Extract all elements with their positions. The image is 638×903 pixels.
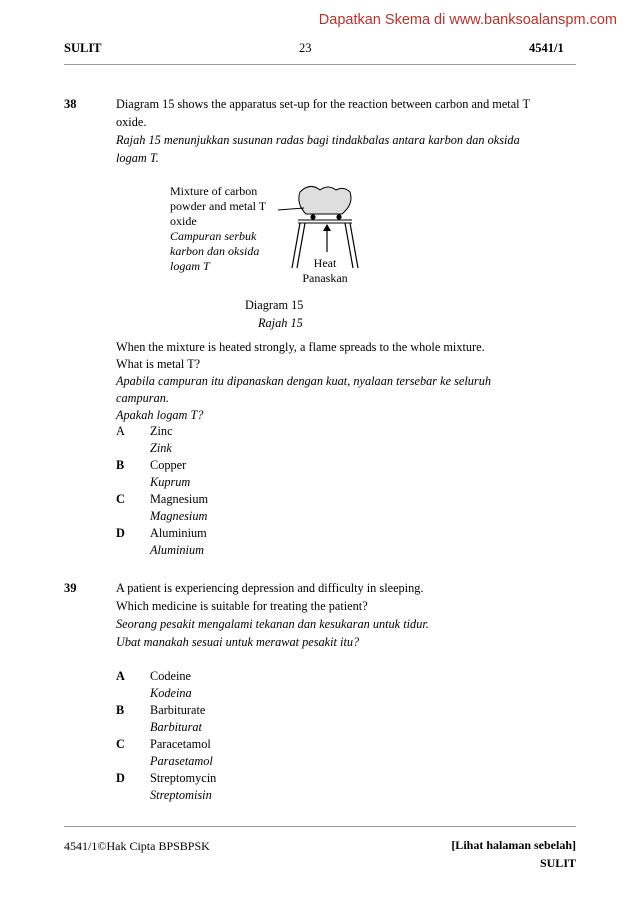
option-letter: B: [116, 458, 125, 472]
label-pointer-line: [278, 208, 304, 210]
q38-stem-en-1: Diagram 15 shows the apparatus set-up for the reaction between carbon and metal T: [116, 97, 530, 111]
q38-stem-en-2: oxide.: [116, 115, 147, 129]
crucible-icon: [299, 186, 351, 214]
paper-code: 4541/1: [529, 41, 564, 55]
q39-stem-en-1: A patient is experiencing depression and difficulty in sleeping.: [116, 581, 424, 595]
footer-next-page: [Lihat halaman sebelah]: [451, 838, 576, 852]
option-ms: Aluminium: [150, 543, 204, 557]
footer-sulit: SULIT: [539, 856, 576, 870]
option-en: Paracetamol: [150, 737, 211, 751]
site-banner: Dapatkan Skema di www.banksoalanspm.com: [318, 12, 617, 28]
option-ms: Magnesium: [150, 509, 208, 523]
q38-stem-ms-2: logam T.: [116, 151, 159, 165]
heat-label: Heat Panaskan: [302, 256, 348, 285]
option-letter: C: [116, 737, 125, 751]
question-38-number: 38: [64, 97, 77, 111]
q38-text-en-1: When the mixture is heated strongly, a flame spreads to the whole mixture.: [116, 340, 485, 354]
header-sulit: SULIT: [64, 41, 102, 55]
option-ms: Parasetamol: [150, 754, 213, 768]
triangle-point-left: [310, 214, 315, 219]
page-number: 23: [299, 41, 312, 55]
option-letter: D: [116, 771, 125, 785]
diagram-caption-ms: Rajah 15: [258, 316, 303, 330]
question-39-number: 39: [64, 581, 77, 595]
header-rule: [64, 64, 576, 65]
diagram-caption-en: Diagram 15: [245, 298, 304, 312]
option-letter: A: [116, 424, 125, 438]
option-letter: C: [116, 492, 125, 506]
option-letter: A: [116, 669, 125, 683]
option-en: Aluminium: [150, 526, 207, 540]
option-ms: Barbiturat: [150, 720, 202, 734]
q38-text-ms-1: Apabila campuran itu dipanaskan dengan kuat, nyalaan tersebar ke seluruh: [116, 374, 492, 388]
option-en: Zinc: [150, 424, 173, 438]
option-en: Magnesium: [150, 492, 209, 506]
diagram-mixture-label: Mixture of carbon powder and metal T oxide Campuran serbuk karbon dan oksida logam T: [170, 184, 267, 273]
q39-stem-en-2: Which medicine is suitable for treating the patient?: [116, 599, 368, 613]
q39-stem-ms-1: Seorang pesakit mengalami tekanan dan kesukaran untuk tidur.: [116, 617, 429, 631]
option-ms: Streptomisin: [150, 788, 212, 802]
q38-stem-ms-1: Rajah 15 menunjukkan susunan radas bagi tindakbalas antara karbon dan oksida: [116, 133, 520, 147]
option-en: Copper: [150, 458, 187, 472]
q38-text-ms-2: campuran.: [116, 391, 169, 405]
option-en: Codeine: [150, 669, 191, 683]
option-en: Barbiturate: [150, 703, 206, 717]
option-en: Streptomycin: [150, 771, 217, 785]
option-letter: D: [116, 526, 125, 540]
footer-rule: [64, 826, 576, 827]
q39-stem-ms-2: Ubat manakah sesuai untuk merawat pesakit itu?: [116, 635, 360, 649]
option-ms: Zink: [150, 441, 172, 455]
footer-copyright: 4541/1©Hak Cipta BPSBPSK: [64, 839, 210, 853]
option-ms: Kodeina: [150, 686, 192, 700]
option-letter: B: [116, 703, 125, 717]
option-ms: Kuprum: [150, 475, 191, 489]
triangle-point-right: [336, 214, 341, 219]
q38-text-en-2: What is metal T?: [116, 357, 201, 371]
q38-text-ms-3: Apakah logam T?: [116, 408, 204, 422]
